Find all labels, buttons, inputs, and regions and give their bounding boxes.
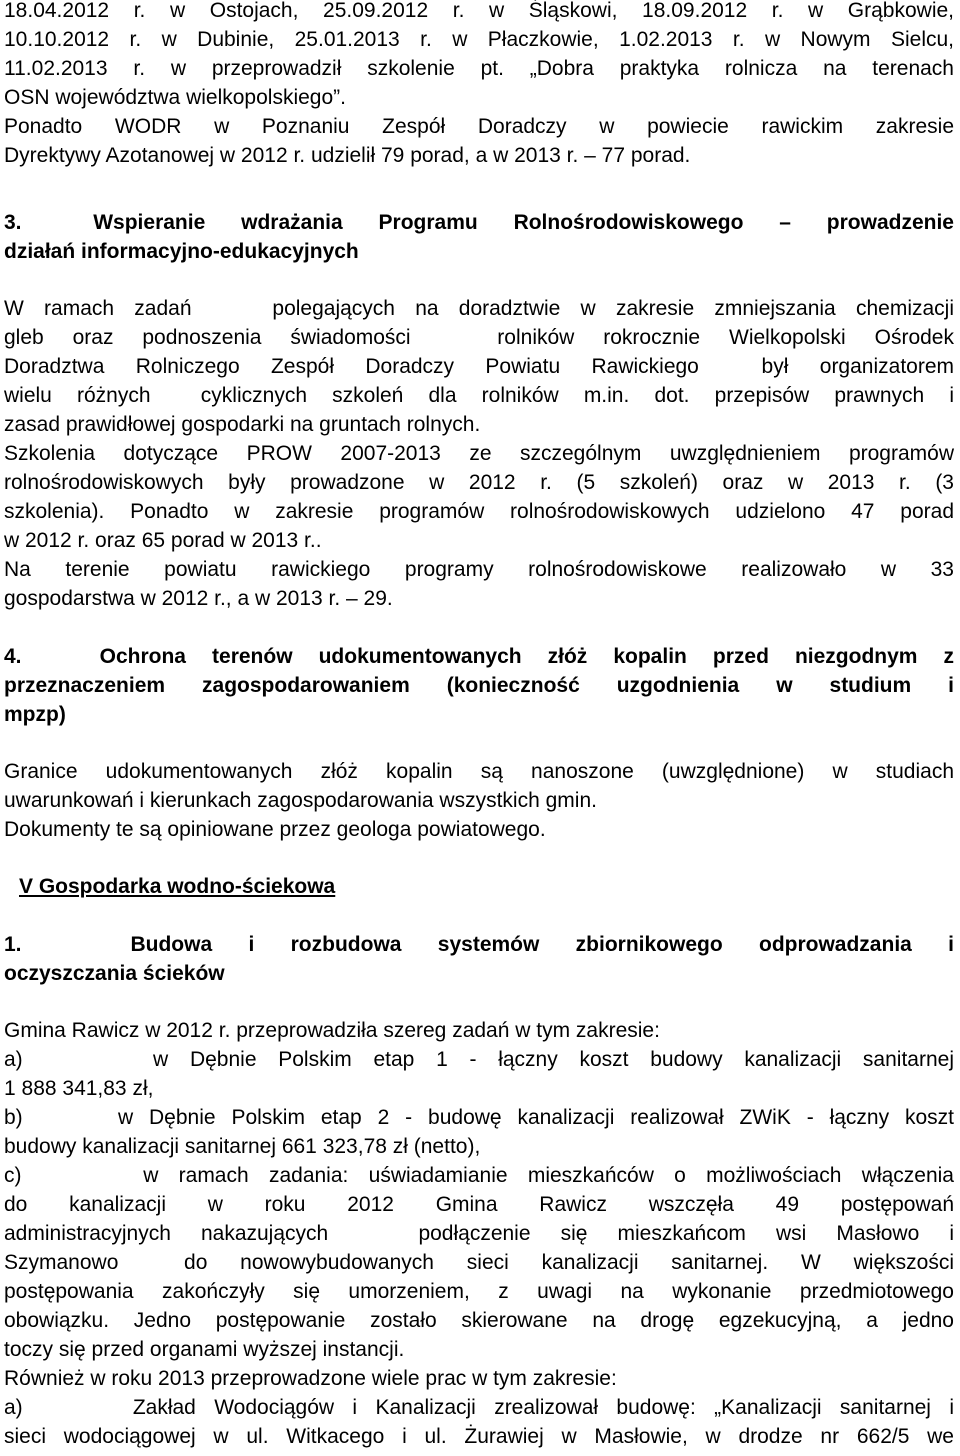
list-item-c: obowiązku. Jedno postępowanie zostało skierowane na drogę egzekucyjną, a jedno	[4, 1309, 954, 1332]
text-line: rolnośrodowiskowych były prowadzone w 2012 r. (5 szkoleń) oraz w 2013 r. (3	[4, 471, 954, 494]
text-line: Granice udokumentowanych złóż kopalin są nanoszone (uwzględnione) w studiach	[4, 760, 954, 783]
text-line: Dokumenty te są opiniowane przez geologa powiatowego.	[4, 818, 546, 841]
list-item-a: 1 888 341,83 zł,	[4, 1077, 154, 1100]
text-line: Doradztwa Rolniczego Zespół Doradczy Powiatu Rawickiego był organizatorem	[4, 355, 954, 378]
section-heading-4: 4. Ochrona terenów udokumentowanych złóż kopalin przed niezgodnym z	[4, 645, 954, 668]
text-line: Dyrektywy Azotanowej w 2012 r. udzielił 79 porad, a w 2013 r. – 77 porad.	[4, 144, 691, 167]
text-line: w 2012 r. oraz 65 porad w 2013 r..	[4, 529, 322, 552]
list-item-c: administracyjnych nakazujących podłączenie się mieszkańcom wsi Masłowo i	[4, 1222, 954, 1245]
list-item-c: do kanalizacji w roku 2012 Gmina Rawicz wszczęła 49 postępowań	[4, 1193, 954, 1216]
section-heading-4: mpzp)	[4, 703, 66, 726]
text-line: gospodarstwa w 2012 r., a w 2013 r. – 29.	[4, 587, 393, 610]
list-item-b: budowy kanalizacji sanitarnej 661 323,78 zł (netto),	[4, 1135, 481, 1158]
text-line: 11.02.2013 r. w przeprowadził szkolenie pt. „Dobra praktyka rolnicza na terenach	[4, 57, 954, 80]
text-line: 10.10.2012 r. w Dubinie, 25.01.2013 r. w Płaczkowie, 1.02.2013 r. w Nowym Sielcu,	[4, 28, 954, 51]
text-line: Na terenie powiatu rawickiego programy rolnośrodowiskowe realizowało w 33	[4, 558, 954, 581]
list-item-c: postępowania zakończyły się umorzeniem, z uwagi na wykonanie przedmiotowego	[4, 1280, 954, 1303]
text-line: Szkolenia dotyczące PROW 2007-2013 ze szczególnym uwzględnieniem programów	[4, 442, 954, 465]
section-heading-1: 1. Budowa i rozbudowa systemów zbiornikowego odprowadzania i	[4, 933, 954, 956]
list-item-a: a) Zakład Wodociągów i Kanalizacji zrealizował budowę: „Kanalizacji sanitarnej i	[4, 1396, 954, 1419]
list-item-c: toczy się przed organami wyższej instancji.	[4, 1338, 405, 1361]
list-item-c: Szymanowo do nowowybudowanych sieci kanalizacji sanitarnej. W większości	[4, 1251, 954, 1274]
text-line: Ponadto WODR w Poznaniu Zespół Doradczy w powiecie rawickim zakresie	[4, 115, 954, 138]
text-line: W ramach zadań polegających na doradztwie w zakresie zmniejszania chemizacji	[4, 297, 954, 320]
section-heading-4: przeznaczeniem zagospodarowaniem (konieczność uzgodnienia w studium i	[4, 674, 954, 697]
list-item-a: a) w Dębnie Polskim etap 1 - łączny koszt budowy kanalizacji sanitarnej	[4, 1048, 954, 1071]
text-line: uwarunkowań i kierunkach zagospodarowania wszystkich gmin.	[4, 789, 597, 812]
list-item-b: b) w Dębnie Polskim etap 2 - budowę kanalizacji realizował ZWiK - łączny koszt	[4, 1106, 954, 1129]
text-line: OSN województwa wielkopolskiego”.	[4, 86, 346, 109]
text-line: zasad prawidłowej gospodarki na gruntach rolnych.	[4, 413, 481, 436]
text-line: 18.04.2012 r. w Ostojach, 25.09.2012 r. w Śląskowi, 18.09.2012 r. w Grąbkowie,	[4, 0, 954, 22]
text-line: gleb oraz podnoszenia świadomości rolników rokrocznie Wielkopolski Ośrodek	[4, 326, 954, 349]
section-heading-3: działań informacyjno-edukacyjnych	[4, 240, 359, 263]
text-line: Również w roku 2013 przeprowadzone wiele prac w tym zakresie:	[4, 1367, 617, 1390]
text-line: szkolenia). Ponadto w zakresie programów rolnośrodowiskowych udzielono 47 porad	[4, 500, 954, 523]
section-heading-1: oczyszczania ścieków	[4, 962, 225, 985]
list-item-a: sieci wodociągowej w ul. Witkacego i ul. Żurawiej w Masłowie, w drodze nr 662/5 we	[4, 1425, 954, 1448]
section-heading-3: 3. Wspieranie wdrażania Programu Rolnośrodowiskowego – prowadzenie	[4, 211, 954, 234]
chapter-heading: V Gospodarka wodno-ściekowa	[19, 875, 336, 898]
list-item-c: c) w ramach zadania: uświadamianie mieszkańców o możliwościach włączenia	[4, 1164, 954, 1187]
text-line: wielu różnych cyklicznych szkoleń dla rolników m.in. dot. przepisów prawnych i	[4, 384, 954, 407]
text-line: Gmina Rawicz w 2012 r. przeprowadziła szereg zadań w tym zakresie:	[4, 1019, 660, 1042]
